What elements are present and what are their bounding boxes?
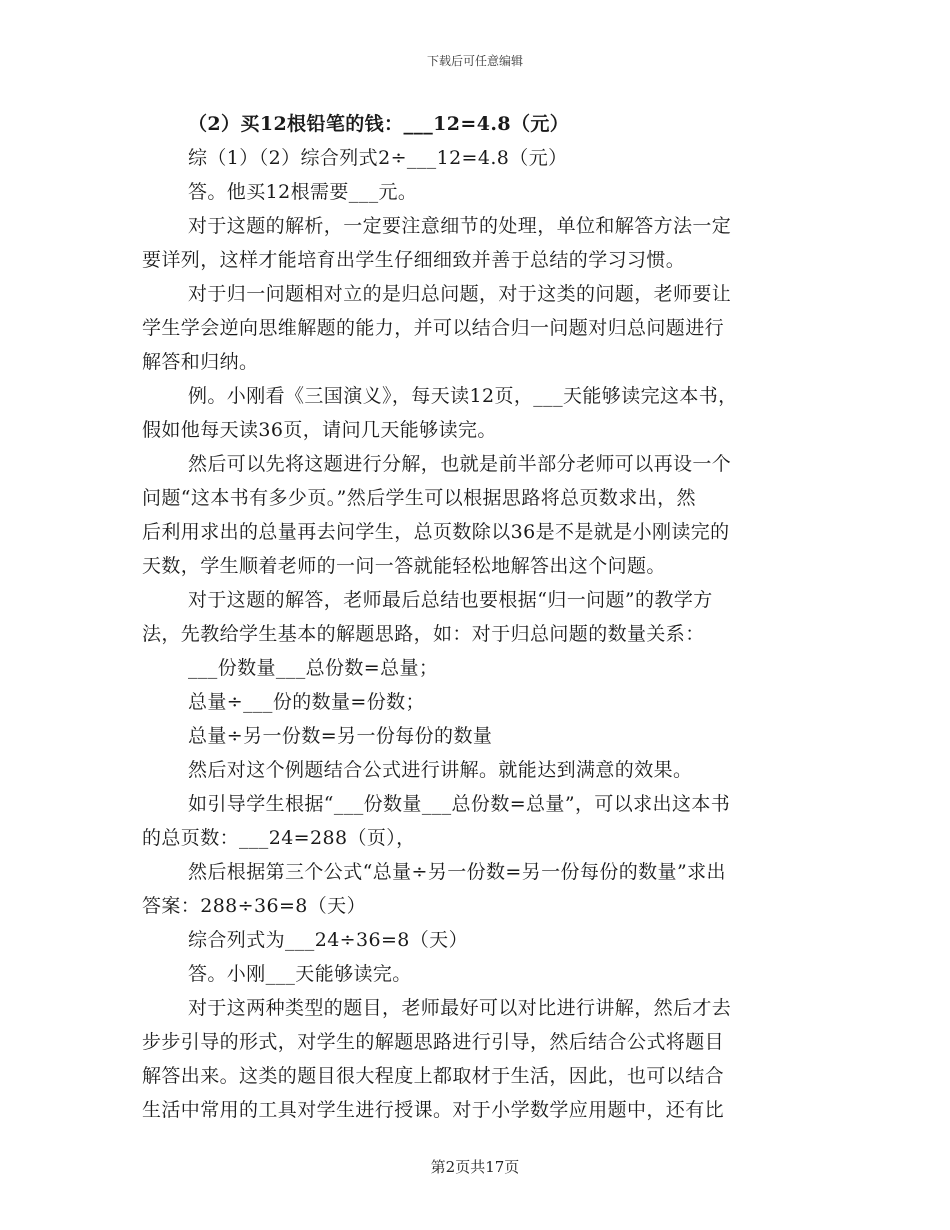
text-line: 要详列，这样才能培育出学生仔细细致并善于总结的学习习惯。 [142,249,686,271]
text-line: 天数，学生顺着老师的一问一答就能轻松地解答出这个问题。 [142,555,666,577]
text-line: 然后可以先将这题进行分解，也就是前半部分老师可以再设一个 [188,453,732,475]
text-line: 的总页数：___24=288（页）， [142,827,416,849]
text-line: 学生学会逆向思维解题的能力，并可以结合归一问题对归总问题进行 [142,317,725,339]
text-line: 对于这题的解答，老师最后总结也要根据“归一问题”的教学方 [188,589,713,611]
page-header: 下载后可任意编辑 [426,54,523,68]
text-line: 对于归一问题相对立的是归总问题，对于这类的问题，老师要让 [188,283,732,305]
text-line: 法，先教给学生基本的解题思路，如：对于归总问题的数量关系： [142,623,705,645]
text-line: 例。小刚看《三国演义》，每天读12页，___天能够读完这本书， [188,385,738,407]
text-line: 如引导学生根据“___份数量___总份数=总量”，可以求出这本书 [188,793,731,815]
text-line: 对于这题的解析，一定要注意细节的处理，单位和解答方法一定 [188,215,732,237]
text-line: 生活中常用的工具对学生进行授课。对于小学数学应用题中，还有比 [142,1099,725,1121]
text-line: 总量÷___份的数量=份数； [188,691,425,713]
text-line: 解答出来。这类的题目很大程度上都取材于生活，因此，也可以结合 [142,1065,725,1087]
text-line: 答案：288÷36=8（天） [142,895,366,917]
text-line: （2）买12根铅笔的钱：___12=4.8（元） [188,113,570,135]
text-line: 综（1）（2）综合列式2÷___12=4.8（元） [188,147,568,169]
page-footer: 第2页共17页 [430,1158,520,1176]
text-line: 综合列式为___24÷36=8（天） [188,929,468,951]
text-line: 解答和归纳。 [142,351,259,373]
text-line: 对于这两种类型的题目，老师最好可以对比进行讲解，然后才去 [188,997,732,1019]
text-line: 步步引导的形式，对学生的解题思路进行引导，然后结合公式将题目 [142,1031,725,1053]
text-line: 总量÷另一份数=另一份每份的数量 [188,725,493,747]
document-body [142,107,808,1127]
text-line: 然后对这个例题结合公式进行讲解。就能达到满意的效果。 [188,759,693,781]
text-line: 然后根据第三个公式“总量÷另一份数=另一份每份的数量”求出 [188,861,726,883]
text-line: 答。小刚___天能够读完。 [188,963,412,985]
text-line: 假如他每天读36页，请问几天能够读完。 [142,419,497,441]
text-line: 问题“这本书有多少页。”然后学生可以根据思路将总页数求出，然 [142,487,696,509]
text-line: 后利用求出的总量再去问学生，总页数除以36是不是就是小刚读完的 [142,521,730,543]
text-line: ___份数量___总份数=总量； [188,657,439,679]
text-line: 答。他买12根需要___元。 [188,181,418,203]
